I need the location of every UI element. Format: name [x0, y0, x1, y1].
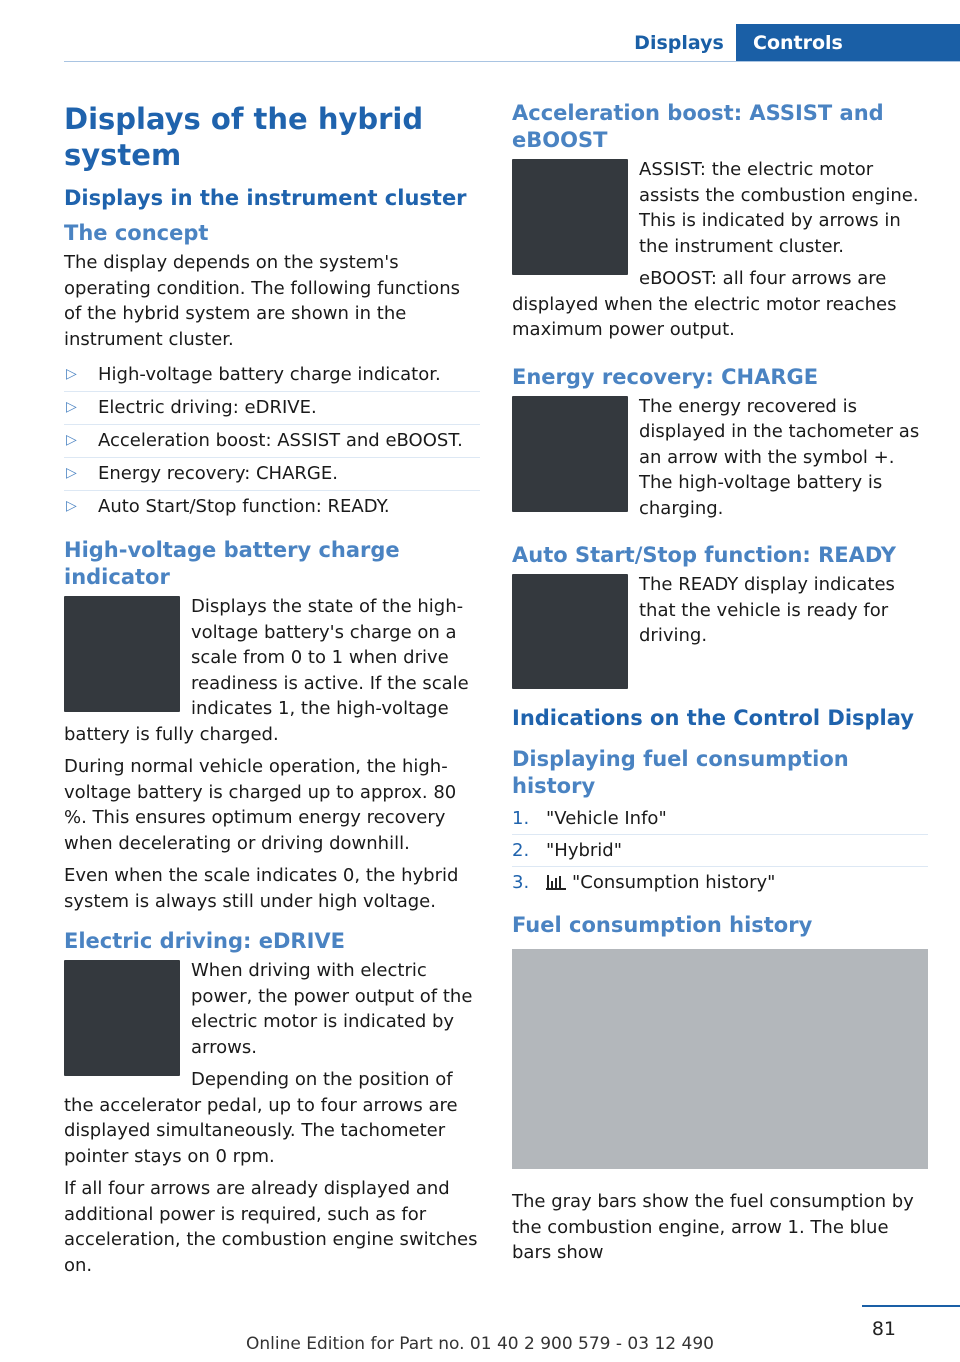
edrive-text-3: If all four arrows are already displayed and additional power is required, such as for acceleration, the combustion engine switches on. — [64, 1178, 478, 1276]
list-item: ▷ High-voltage battery charge indicator. — [64, 359, 480, 392]
assist-text-2: eBOOST: all four arrows are displayed when the electric motor reaches maximum power output. — [512, 268, 897, 340]
assist-text-1: ASSIST: the electric motor assists the combustion engine. This is indicated by arrows in the instrument cluster. — [639, 159, 919, 257]
ready-text: The READY display indicates that the vehicle is ready for driving. — [639, 574, 895, 646]
footer-edition: Online Edition for Part no. 01 40 2 900 579 - 03 12 490 — [246, 1334, 714, 1354]
heading-charge: Energy recovery: CHARGE — [512, 364, 819, 389]
tab-controls[interactable]: Controls — [736, 24, 960, 62]
heading-fuel-history: Fuel consumption history — [512, 913, 813, 937]
fuel-consumption-history-image — [512, 949, 928, 1169]
heading-edrive: Electric driving: eDRIVE — [64, 929, 346, 953]
page-title: Displays of the hybrid system — [64, 102, 424, 172]
right-column — [512, 96, 928, 1273]
triangle-bullet-icon: ▷ — [66, 399, 77, 415]
left-column — [64, 96, 480, 1285]
battery-text-3: Even when the scale indicates 0, the hybrid system is always still under high voltage. — [64, 865, 459, 912]
heading-consumption-history-steps: Displaying fuel consumption history — [512, 747, 849, 798]
triangle-bullet-icon: ▷ — [66, 366, 77, 382]
charge-text: The energy recovered is displayed in the tachometer as an arrow with the symbol +. The high-voltage battery is charging. — [639, 395, 920, 519]
assist-gauge-image — [512, 159, 628, 275]
heading-ready: Auto Start/Stop function: READY — [512, 543, 896, 567]
page-header — [0, 0, 960, 62]
heading-concept: The concept — [64, 221, 209, 245]
steps-list — [512, 803, 928, 898]
page-number: 81 — [871, 1318, 896, 1340]
list-item: 3. "Consumption history" — [512, 872, 776, 893]
consumption-history-icon — [546, 874, 566, 890]
section-heading-instrument-cluster: Displays in the instrument cluster — [64, 186, 467, 210]
fuel-text: The gray bars show the fuel consumption by the combustion engine, arrow 1. The blue bars show — [512, 1191, 914, 1263]
triangle-bullet-icon: ▷ — [66, 432, 77, 448]
edrive-text-2: Depending on the position of the accelerator pedal, up to four arrows are displayed simultaneously. The tachometer pointer stays on 0 rpm. — [64, 1069, 458, 1167]
list-item: 1. "Vehicle Info" — [512, 803, 928, 835]
charge-gauge-image — [512, 396, 628, 512]
tab-displays[interactable]: Displays — [634, 32, 724, 54]
battery-text-1: Displays the state of the high-voltage battery's charge on a scale from 0 to 1 when drive readiness is active. If the scale indicates 1, the high-voltage battery is fully charged. — [64, 596, 469, 745]
triangle-bullet-icon: ▷ — [66, 498, 77, 514]
edrive-gauge-image — [64, 960, 180, 1076]
list-item: ▷ Auto Start/Stop function: READY. — [66, 496, 390, 517]
battery-text-2: During normal vehicle operation, the high-voltage battery is charged up to approx. 80 %. This ensures optimum energy recovery when decelerating or driving downhill. — [64, 756, 457, 854]
list-item: ▷ Energy recovery: CHARGE. — [64, 458, 480, 491]
list-item: 2. "Hybrid" — [512, 835, 928, 867]
footer-divider — [862, 1305, 960, 1307]
header-divider — [64, 61, 960, 62]
list-item: ▷ Electric driving: eDRIVE. — [64, 392, 480, 425]
list-item: ▷ Acceleration boost: ASSIST and eBOOST. — [64, 425, 480, 458]
heading-assist: Acceleration boost: ASSIST and eBOOST — [512, 101, 884, 152]
ready-gauge-image — [512, 574, 628, 689]
triangle-bullet-icon: ▷ — [66, 465, 77, 481]
heading-control-display: Indications on the Control Display — [512, 706, 914, 730]
concept-text: The display depends on the system's operating condition. The following functions of the hybrid system are shown in the instrument cluster. — [64, 252, 460, 350]
concept-bullet-list — [64, 359, 480, 523]
edrive-text-1: When driving with electric power, the power output of the electric motor is indicated by arrows. — [191, 960, 473, 1058]
battery-charge-gauge-image — [64, 596, 180, 712]
heading-battery-charge: High-voltage battery charge indicator — [64, 538, 400, 589]
